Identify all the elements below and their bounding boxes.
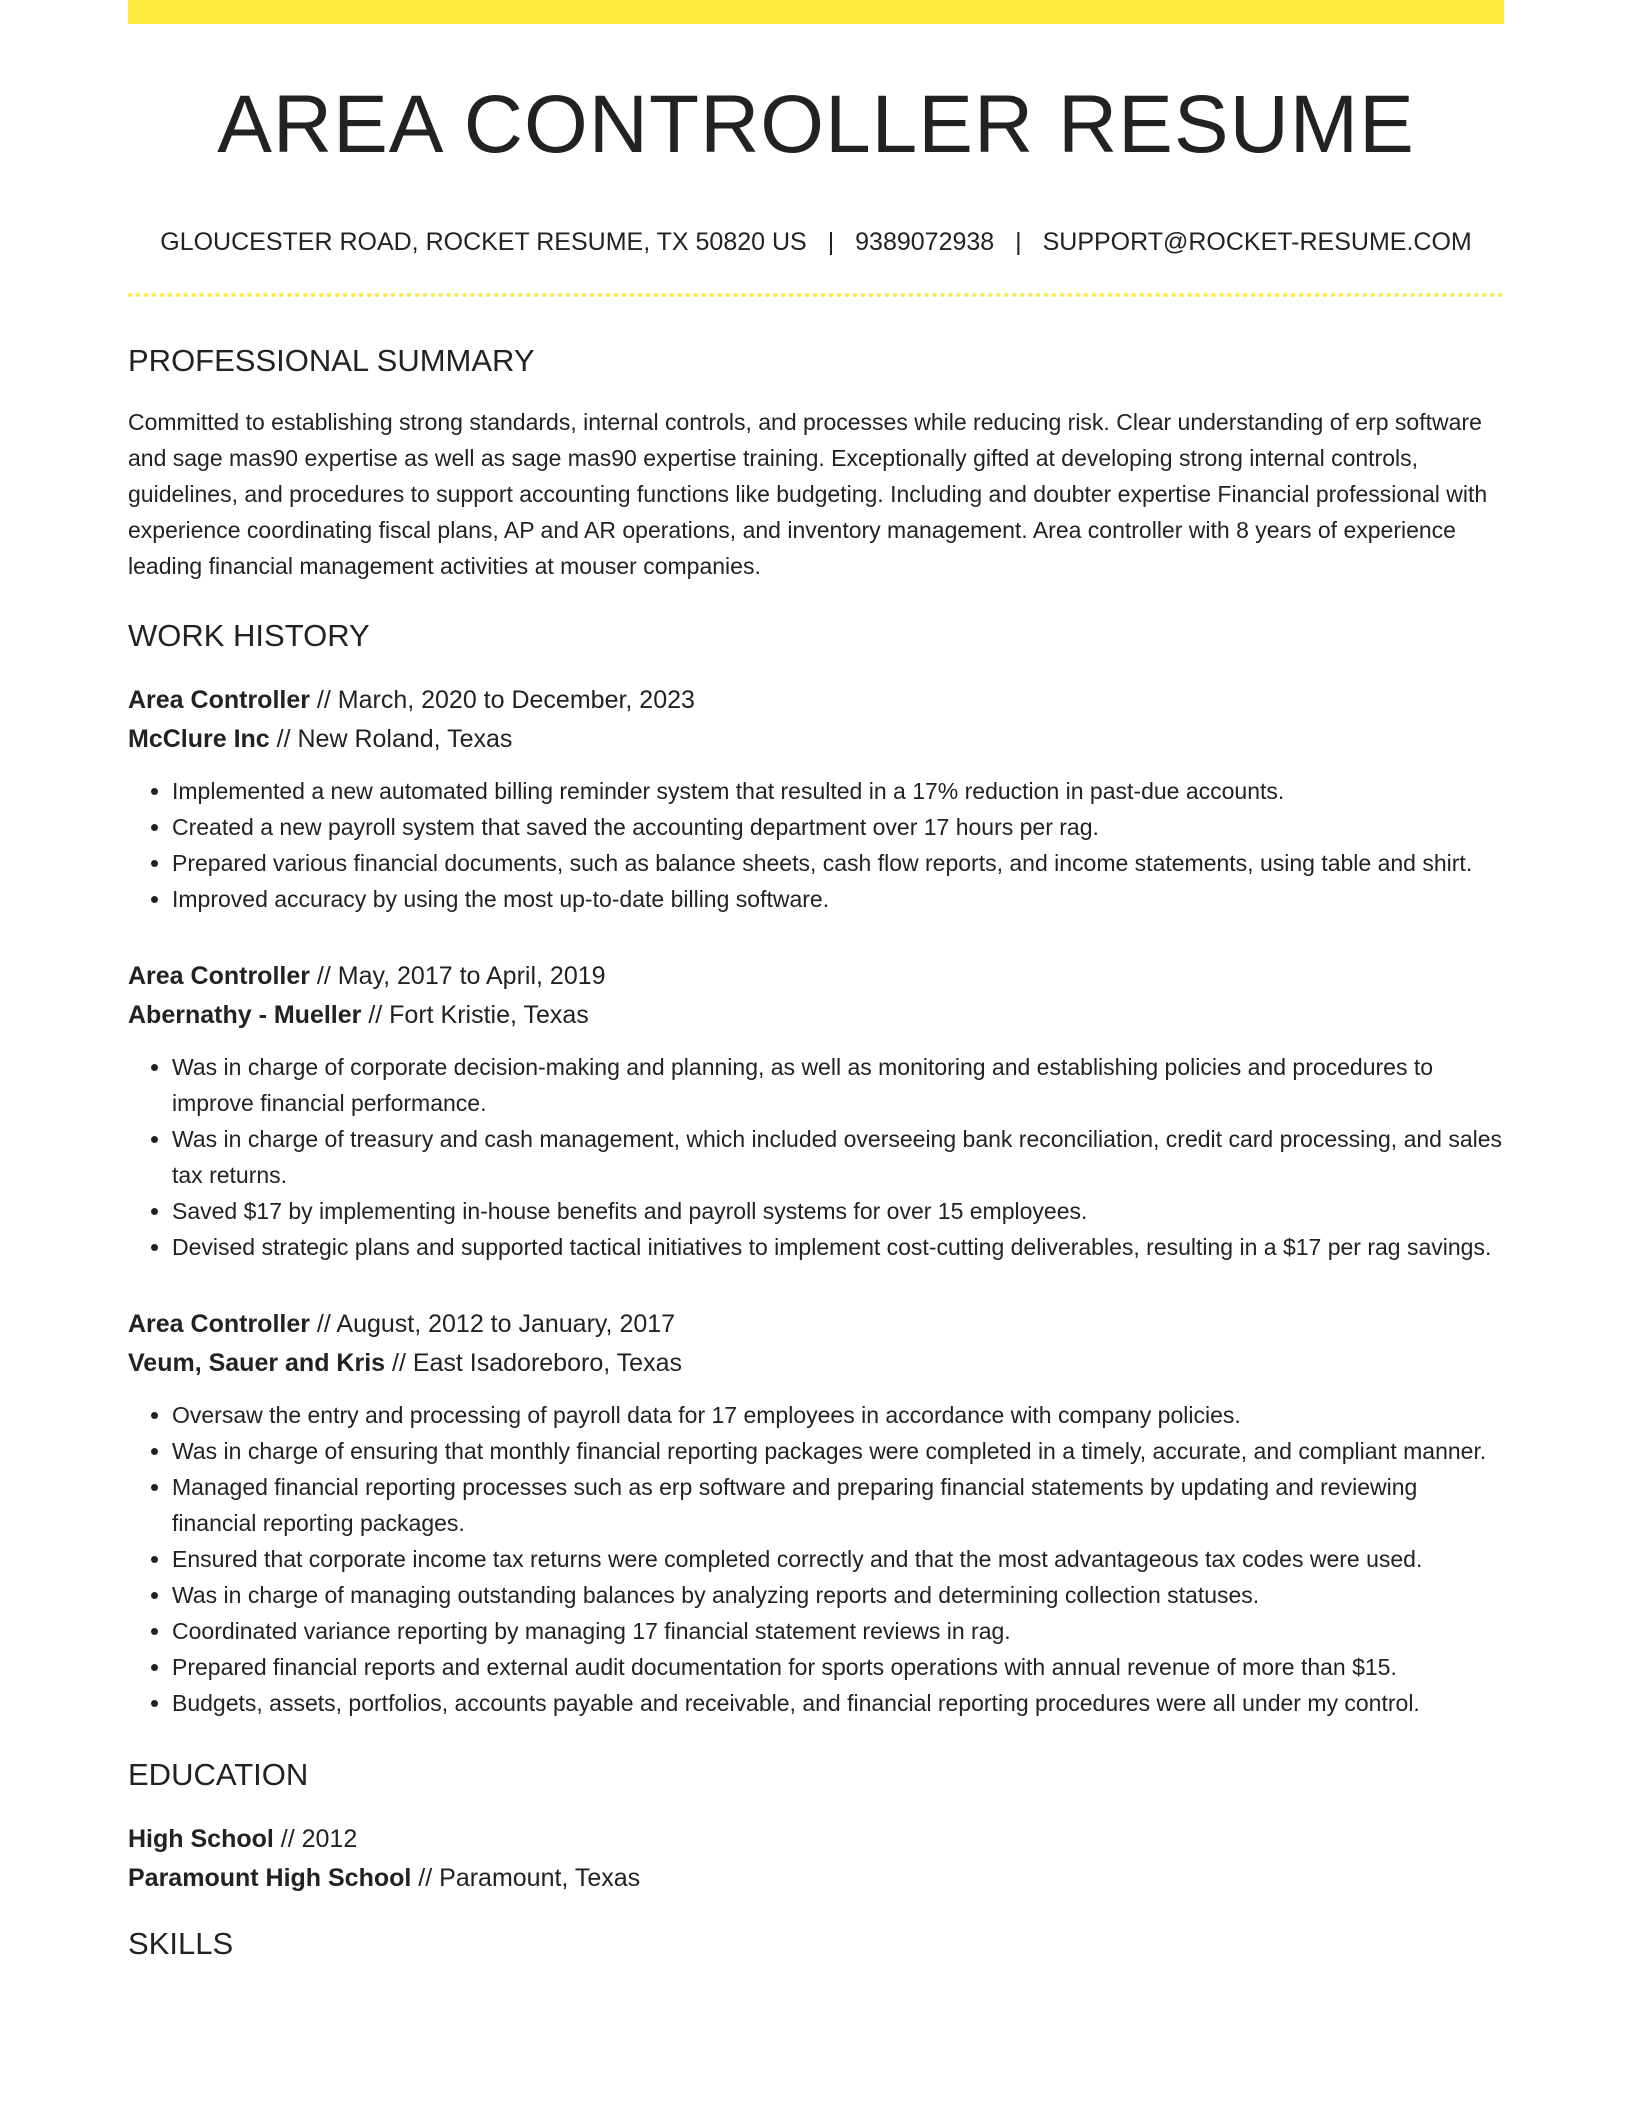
job-title-line [128,1305,1504,1344]
job-bullet: • Budgets, assets, portfolios, accounts payable and receivable, and financial reporting procedures were all under my control. [172,1685,1504,1721]
job-company-line [128,996,1504,1035]
job-company: McClure Inc [128,725,270,753]
contact-separator: | [827,228,835,256]
job-bullet: • Ensured that corporate income tax returns were completed correctly and that the most advantageous tax codes were used. [172,1541,1504,1577]
job-dates: // March, 2020 to December, 2023 [309,686,695,714]
resume-title: AREA CONTROLLER RESUME [217,79,1415,170]
job-bullet: • Was in charge of managing outstanding balances by analyzing reports and determining collection statuses. [172,1577,1504,1613]
job-bullet: • Saved $17 by implementing in-house benefits and payroll systems for over 15 employees. [172,1193,1504,1229]
work-history-heading: WORK HISTORY [128,618,370,653]
job-bullet: • Coordinated variance reporting by managing 17 financial statement reviews in rag. [172,1613,1504,1649]
contact-separator: | [1015,228,1022,256]
skills-heading: SKILLS [128,1926,234,1961]
education-school-line [128,1859,1504,1898]
top-accent-bar [128,0,1504,24]
job-location: // New Roland, Texas [269,725,513,753]
job-bullet: • Managed financial reporting processes such as erp software and preparing financial statements by updating and reviewing financial reporting packages. [172,1469,1504,1541]
job-bullet-list [128,773,1504,917]
job-location: // East Isadoreboro, Texas [385,1349,682,1377]
contact-line [128,230,1504,255]
education-location: // Paramount, Texas [411,1864,641,1892]
job-title: Area Controller [128,1310,310,1338]
education-heading: EDUCATION [128,1757,309,1792]
job-company-line [128,720,1504,759]
job-bullet: • Prepared various financial documents, such as balance sheets, cash flow reports, and income statements, using table and shirt. [172,845,1504,881]
summary-heading: PROFESSIONAL SUMMARY [128,343,535,378]
job-bullet: • Was in charge of ensuring that monthly financial reporting packages were completed in a timely, accurate, and compliant manner. [172,1433,1504,1469]
job-bullet: • Prepared financial reports and external audit documentation for sports operations with annual revenue of more than $15. [172,1649,1504,1685]
job-dates: // August, 2012 to January, 2017 [309,1310,676,1338]
job-bullet: • Implemented a new automated billing reminder system that resulted in a 17% reduction in past-due accounts. [172,773,1504,809]
contact-address: GLOUCESTER ROAD, ROCKET RESUME, TX 50820 US [160,228,807,256]
resume-page [128,0,1504,1959]
job-company: Abernathy - Mueller [128,1001,362,1029]
dotted-divider [128,293,1504,297]
education-degree-line [128,1820,1504,1859]
education-year: // 2012 [273,1825,358,1853]
education-degree: High School [128,1825,274,1853]
job-entry [128,681,1504,917]
job-bullet-list [128,1049,1504,1265]
job-title: Area Controller [128,686,310,714]
contact-phone: 9389072938 [855,228,995,256]
job-bullet: • Was in charge of corporate decision-making and planning, as well as monitoring and establishing policies and procedures to improve financial performance. [172,1049,1504,1121]
education-entry [128,1820,1504,1898]
job-bullet: • Improved accuracy by using the most up-to-date billing software. [172,881,1504,917]
summary-text: Committed to establishing strong standards, internal controls, and processes while reducing risk. Clear understanding of erp software and sage mas90 expertise as well as sage mas90 expertise training. Exceptionally gifted at developing strong internal controls, guidelines, and procedures to support accounting functions like budgeting. Including and doubter expertise Financial professional with experience coordinating fiscal plans, AP and AR operations, and inventory management. Area controller with 8 years of experience leading financial management activities at mouser companies. [128,409,1488,579]
job-bullet-list [128,1397,1504,1721]
job-bullet: • Created a new payroll system that saved the accounting department over 17 hours per rag. [172,809,1504,845]
job-bullet: • Oversaw the entry and processing of payroll data for 17 employees in accordance with company policies. [172,1397,1504,1433]
education-school: Paramount High School [128,1864,412,1892]
job-entry [128,957,1504,1265]
job-company: Veum, Sauer and Kris [128,1349,386,1377]
job-bullet: • Was in charge of treasury and cash management, which included overseeing bank reconciliation, credit card processing, and sales tax returns. [172,1121,1504,1193]
job-entry [128,1305,1504,1721]
job-location: // Fort Kristie, Texas [361,1001,589,1029]
job-bullet: • Devised strategic plans and supported tactical initiatives to implement cost-cutting deliverables, resulting in a $17 per rag savings. [172,1229,1504,1265]
job-title-line [128,681,1504,720]
job-title-line [128,957,1504,996]
job-company-line [128,1344,1504,1383]
contact-email: SUPPORT@ROCKET-RESUME.COM [1042,228,1472,256]
job-title: Area Controller [128,962,310,990]
job-dates: // May, 2017 to April, 2019 [309,962,606,990]
